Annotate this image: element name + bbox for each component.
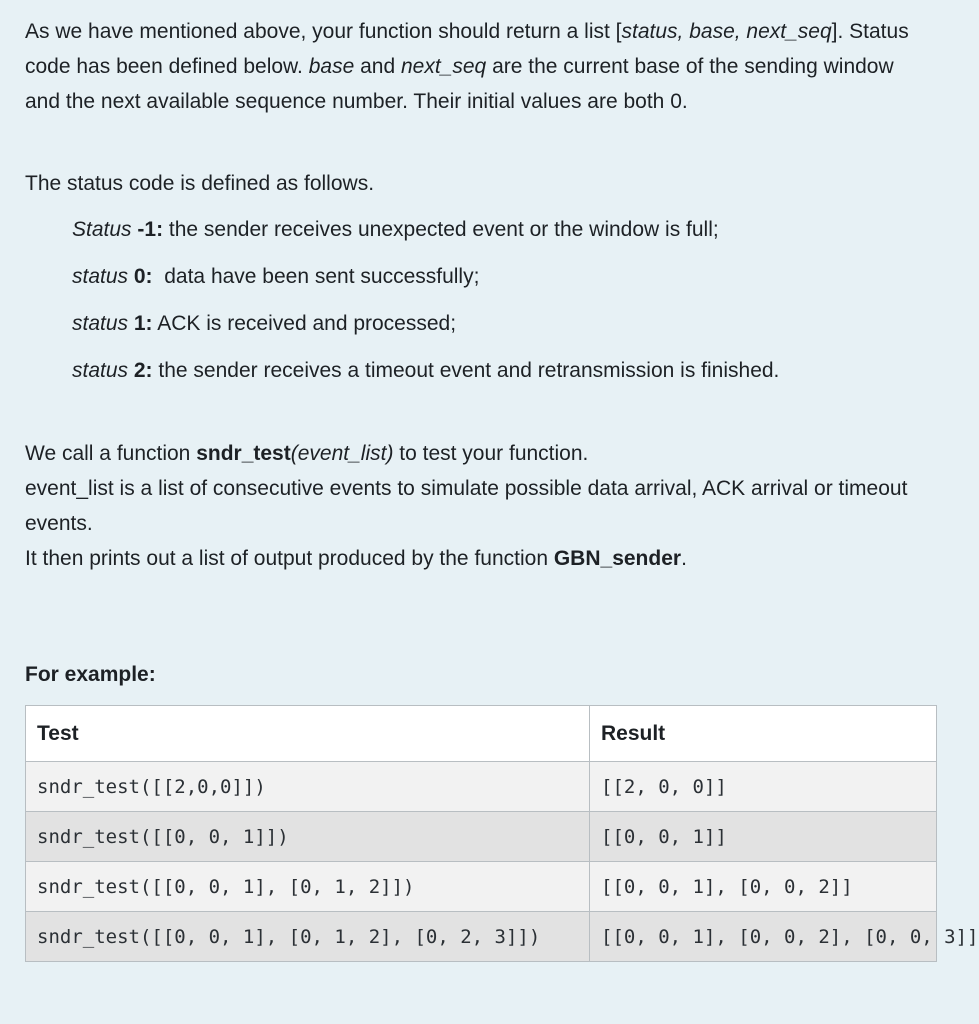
status-desc: the sender receives unexpected event or the window is full; (163, 218, 719, 241)
result-cell: [[0, 0, 1], [0, 0, 2], [0, 0, 3]] (590, 912, 937, 962)
status-intro: The status code is defined as follows. (25, 172, 375, 195)
table-row (26, 812, 937, 862)
status-list (72, 212, 779, 400)
call-text: . (681, 547, 687, 570)
intro-return-fields: status, base, next_seq (621, 20, 832, 43)
intro-text-2: ]. Status code has been defined below. (25, 20, 909, 78)
test-cell: sndr_test([[0, 0, 1], [0, 1, 2]]) (26, 862, 590, 912)
intro-base-term: base (308, 55, 355, 78)
intro-text-1: As we have mentioned above, your function should return a list [ (25, 20, 622, 43)
call-text: We call a function (25, 442, 197, 465)
status-item (72, 212, 779, 259)
test-function-name: sndr_test (196, 442, 291, 465)
test-description (25, 436, 930, 576)
intro-text-3: and (354, 55, 401, 78)
result-cell: [[0, 0, 1]] (590, 812, 937, 862)
intro-next-seq-term: next_seq (401, 55, 487, 78)
status-item (72, 353, 779, 400)
status-word: Status (72, 218, 132, 241)
result-column-header: Result (590, 706, 937, 762)
status-item (72, 306, 779, 353)
sender-function-name: GBN_sender (553, 547, 682, 570)
status-code: 2: (133, 359, 153, 382)
example-table (25, 705, 979, 962)
table-row (26, 862, 937, 912)
test-function-arg: (event_list) (290, 442, 394, 465)
status-desc: ACK is received and processed; (152, 312, 457, 335)
test-cell: sndr_test([[0, 0, 1]]) (26, 812, 590, 862)
status-code: 1: (133, 312, 153, 335)
status-word: status (72, 265, 129, 288)
example-heading: For example: (25, 663, 156, 686)
status-desc: the sender receives a timeout event and retransmission is finished. (152, 359, 780, 382)
table-header-row (26, 706, 937, 762)
table-row (26, 762, 937, 812)
call-text: It then prints out a list of output produced by the function (25, 547, 554, 570)
result-cell: [[2, 0, 0]] (590, 762, 937, 812)
test-cell: sndr_test([[0, 0, 1], [0, 1, 2], [0, 2, 3]]) (26, 912, 590, 962)
test-line-3 (25, 541, 930, 576)
test-line-1 (25, 436, 930, 471)
status-word: status (72, 359, 129, 382)
result-cell: [[0, 0, 1], [0, 0, 2]] (590, 862, 937, 912)
test-cell: sndr_test([[2,0,0]]) (26, 762, 590, 812)
status-code: 0: (133, 265, 153, 288)
intro-text-4: are the current base of the sending window and the next available sequence number. Their initial values are both 0. (25, 55, 894, 113)
call-text: to test your function. (393, 442, 589, 465)
status-code: -1: (137, 218, 164, 241)
status-word: status (72, 312, 129, 335)
test-line-2: event_list is a list of consecutive events to simulate possible data arrival, ACK arrival or timeout events. (25, 477, 908, 535)
status-desc: data have been sent successfully; (152, 265, 480, 288)
test-column-header: Test (26, 706, 590, 762)
intro-paragraph (25, 14, 925, 119)
status-item (72, 259, 779, 306)
table-row (26, 912, 937, 962)
